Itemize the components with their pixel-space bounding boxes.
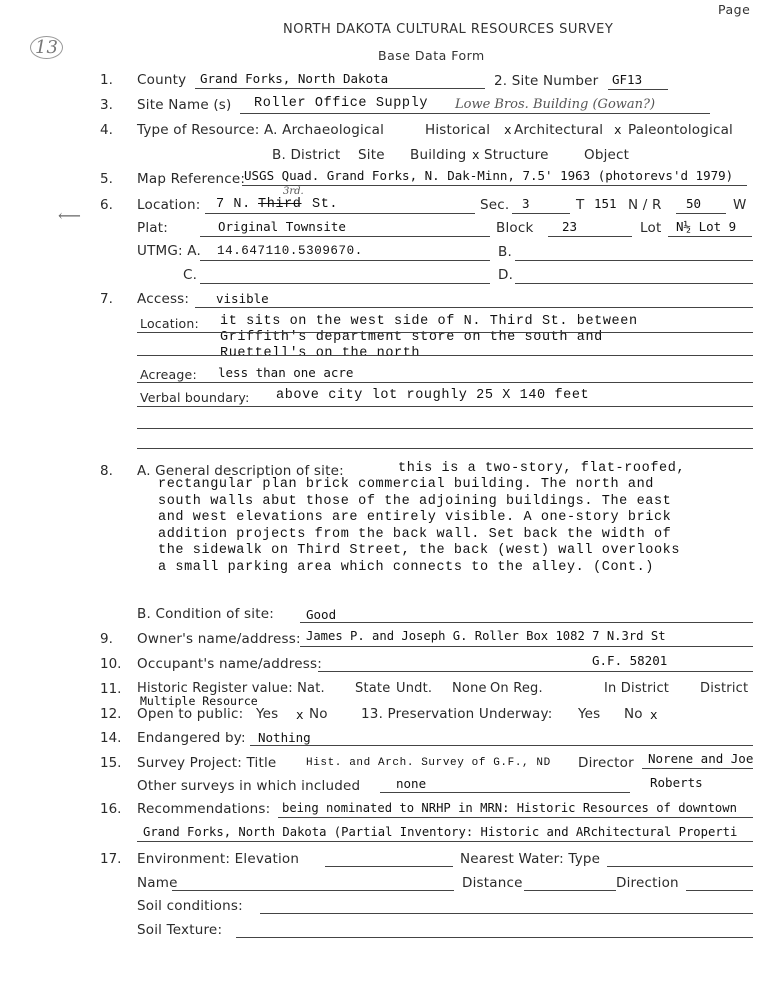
- verbal-boundary-label: Verbal boundary:: [140, 390, 250, 405]
- register-undt: Undt.: [396, 681, 433, 696]
- section-value: 3: [522, 196, 530, 211]
- condition-label: B. Condition of site:: [137, 606, 274, 622]
- access-value: visible: [216, 291, 269, 306]
- site-option: Site: [358, 147, 385, 163]
- object-option: Object: [584, 147, 630, 163]
- underline: [137, 355, 753, 356]
- acreage-value: less than one acre: [218, 365, 354, 380]
- register-none: None: [452, 681, 487, 696]
- general-description-line1: this is a two-story, flat-roofed,: [398, 461, 686, 476]
- occupant-value: G.F. 58201: [592, 653, 668, 668]
- register-label: Historic Register value: Nat.: [137, 681, 325, 696]
- general-description-line: south walls abut those of the adjoining buildings. The east: [158, 493, 672, 509]
- distance-label: Distance: [462, 875, 523, 891]
- field-number: 3.: [100, 97, 113, 113]
- underline: [242, 185, 747, 186]
- field-number: 8.: [100, 463, 113, 479]
- utmg-label: UTMG: A.: [137, 243, 201, 259]
- location-desc-label: Location:: [140, 316, 199, 331]
- field-number: 17.: [100, 851, 122, 867]
- underline: [137, 448, 753, 449]
- open-no: No: [309, 706, 328, 722]
- register-district: District: [700, 681, 749, 696]
- register-indistrict: In District: [604, 681, 670, 696]
- owner-value: James P. and Joseph G. Roller Box 1082 7 N.3rd St: [306, 629, 666, 643]
- owner-label: Owner's name/address:: [137, 631, 301, 647]
- utmg-c-label: C.: [183, 267, 198, 283]
- township-label: T: [576, 197, 585, 213]
- field-number: 6.: [100, 197, 113, 213]
- preservation-mark: x: [650, 707, 658, 722]
- general-description-label: A. General description of site:: [137, 463, 344, 479]
- underline: [686, 890, 753, 891]
- underline: [515, 260, 753, 261]
- handwritten-3rd: 3rd.: [283, 186, 304, 197]
- underline: [380, 792, 630, 793]
- environment-label: Environment: Elevation: [137, 851, 300, 867]
- general-description-line: addition projects from the back wall. Set back the width of: [158, 526, 672, 542]
- underline: [195, 307, 753, 308]
- open-yes-mark: x: [296, 707, 304, 722]
- site-name-label: Site Name (s): [137, 97, 232, 113]
- field-number: 1.: [100, 72, 113, 88]
- historical-mark: x: [504, 122, 512, 137]
- field-number: 10.: [100, 656, 122, 672]
- preservation-yes: Yes: [578, 706, 601, 722]
- structure-option: Structure: [484, 147, 549, 163]
- location-desc-line2: Griffith's department store on the south and: [220, 330, 603, 345]
- block-label: Block: [496, 220, 534, 236]
- paleontological-option: Paleontological: [628, 122, 734, 138]
- block-value: 23: [562, 219, 578, 234]
- preservation-no: No: [624, 706, 643, 722]
- recommendations-label: Recommendations:: [137, 801, 271, 817]
- underline: [172, 890, 454, 891]
- field-number: 11.: [100, 681, 122, 697]
- architectural-option: Architectural: [514, 122, 604, 138]
- field-number: 4.: [100, 122, 113, 138]
- recommendations-line2: Grand Forks, North Dakota (Partial Inventory: Historic and ARchitectural Properti: [143, 825, 738, 839]
- underline: [548, 236, 632, 237]
- director-value-2: Roberts: [650, 775, 703, 790]
- map-reference-label: Map Reference:: [137, 171, 246, 187]
- underline: [607, 866, 753, 867]
- field-number: 7.: [100, 291, 113, 307]
- location-struck-street: Third: [258, 197, 302, 212]
- underline: [512, 213, 570, 214]
- resource-type-label: Type of Resource: A. Archaeological: [137, 122, 385, 138]
- underline: [676, 213, 726, 214]
- open-to-public-label: Open to public:: [137, 706, 244, 722]
- page-label: Page: [718, 2, 751, 17]
- underline: [137, 428, 753, 429]
- direction-label: Direction: [616, 875, 679, 891]
- historical-option: Historical: [425, 122, 491, 138]
- underline: [524, 890, 616, 891]
- margin-arrow-icon: ⟵: [58, 206, 81, 225]
- form-title: NORTH DAKOTA CULTURAL RESOURCES SURVEY: [283, 22, 614, 37]
- register-state: State: [355, 681, 391, 696]
- general-description-line: and west elevations are entirely visible. A one-story brick: [158, 510, 672, 525]
- verbal-boundary-value: above city lot roughly 25 X 140 feet: [276, 388, 590, 403]
- location-desc-line3: Ruettell's on the north: [220, 346, 421, 361]
- field-number: 12.: [100, 706, 122, 722]
- field-number: 14.: [100, 730, 122, 746]
- underline: [642, 768, 753, 769]
- underline: [200, 260, 490, 261]
- township-value: 151: [594, 196, 617, 211]
- underline: [236, 937, 753, 938]
- open-yes: Yes: [256, 706, 279, 722]
- underline: [195, 88, 485, 89]
- location-street-suffix: St.: [312, 197, 339, 212]
- general-description-line: rectangular plan brick commercial building. The north and: [158, 477, 654, 492]
- nearest-water-label: Nearest Water: Type: [460, 851, 601, 867]
- west-label: W: [733, 197, 747, 213]
- soil-texture-label: Soil Texture:: [137, 922, 223, 938]
- site-name-value: Roller Office Supply: [254, 96, 429, 111]
- building-mark: x: [472, 147, 480, 162]
- access-label: Access:: [137, 291, 190, 307]
- underline: [300, 622, 753, 623]
- field-number: 15.: [100, 755, 122, 771]
- margin-note: 13: [30, 36, 63, 59]
- map-reference-value: USGS Quad. Grand Forks, N. Dak-Minn, 7.5' 1963 (photorevs'd 1979): [244, 168, 734, 183]
- endangered-value: Nothing: [258, 730, 311, 745]
- county-label: County: [137, 72, 187, 88]
- underline: [200, 283, 490, 284]
- director-label: Director: [578, 755, 634, 771]
- underline: [668, 236, 752, 237]
- underline: [300, 646, 753, 647]
- other-surveys-value: none: [396, 776, 427, 791]
- field-number: 16.: [100, 801, 122, 817]
- utmg-b-label: B.: [498, 244, 512, 260]
- underline: [260, 913, 753, 914]
- underline: [200, 236, 490, 237]
- location-desc-line1: it sits on the west side of N. Third St. between: [220, 314, 638, 329]
- county-value: Grand Forks, North Dakota: [200, 71, 389, 86]
- lot-value: N½ Lot 9: [676, 219, 737, 234]
- register-onreg: On Reg.: [490, 681, 543, 696]
- underline: [240, 113, 710, 114]
- underline: [325, 866, 453, 867]
- field-number: 5.: [100, 171, 113, 187]
- lot-label: Lot: [640, 220, 662, 236]
- building-option: Building: [410, 147, 467, 163]
- preservation-label: 13. Preservation Underway:: [361, 706, 553, 722]
- underline: [205, 213, 475, 214]
- site-number-value: GF13: [612, 72, 643, 87]
- underline: [608, 89, 668, 90]
- acreage-label: Acreage:: [140, 367, 197, 382]
- soil-conditions-label: Soil conditions:: [137, 898, 243, 914]
- survey-title-value: Hist. and Arch. Survey of G.F., ND: [306, 757, 551, 769]
- underline: [137, 841, 753, 842]
- underline: [250, 745, 753, 746]
- water-name-label: Name: [137, 875, 178, 891]
- director-value: Norene and Joe: [648, 751, 754, 766]
- underline: [278, 817, 753, 818]
- underline: [137, 382, 753, 383]
- multiple-resource-note: Multiple Resource: [140, 694, 258, 708]
- recommendations-line1: being nominated to NRHP in MRN: Historic Resources of downtown: [282, 801, 737, 815]
- site-number-label: 2. Site Number: [494, 73, 599, 89]
- underline: [515, 283, 753, 284]
- field-number: 9.: [100, 631, 113, 647]
- condition-value: Good: [306, 607, 337, 622]
- utmg-d-label: D.: [498, 267, 514, 283]
- range-value: 50: [686, 196, 702, 211]
- underline: [137, 406, 753, 407]
- general-description-line: a small parking area which connects to the alley. (Cont.): [158, 559, 654, 575]
- handwritten-site-name: Lowe Bros. Building (Gowan?): [455, 97, 656, 112]
- location-label: Location:: [137, 197, 201, 213]
- location-number: 7 N.: [216, 197, 251, 212]
- underline: [318, 671, 753, 672]
- endangered-label: Endangered by:: [137, 730, 246, 746]
- other-surveys-label: Other surveys in which included: [137, 778, 361, 794]
- section-label: Sec.: [480, 197, 510, 213]
- plat-label: Plat:: [137, 220, 169, 236]
- utmg-value: 14.647110.5309670.: [217, 244, 363, 258]
- district-option: B. District: [272, 147, 341, 163]
- form-subtitle: Base Data Form: [378, 48, 485, 63]
- survey-project-label: Survey Project: Title: [137, 755, 277, 771]
- plat-value: Original Townsite: [218, 219, 346, 234]
- general-description-line: the sidewalk on Third Street, the back (west) wall overlooks: [158, 543, 681, 558]
- range-label: N / R: [628, 197, 662, 213]
- occupant-label: Occupant's name/address:: [137, 656, 322, 672]
- architectural-mark: x: [614, 122, 622, 137]
- underline: [137, 332, 753, 333]
